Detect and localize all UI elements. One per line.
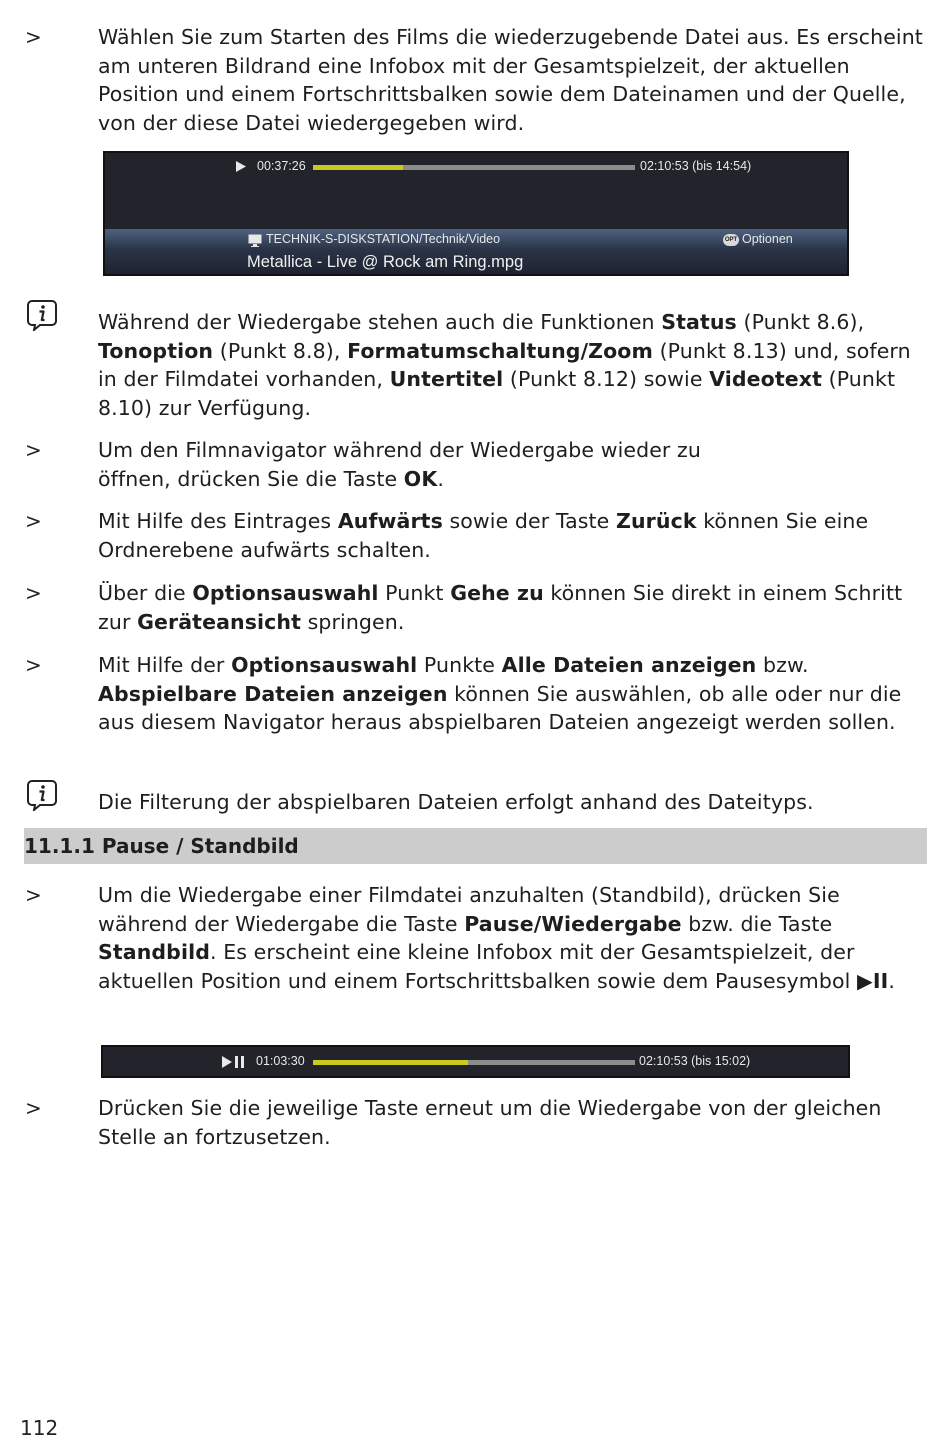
- section-heading: [24, 828, 927, 864]
- options-label: Optionen: [742, 232, 793, 246]
- paragraph-start-film: Wählen Sie zum Starten des Films die wiederzugebende Datei aus. Es erscheint am unteren Bildrand eine Infobox mit der Gesamtspielzeit, der aktuellen Position und einem Fortschrittsbalken sowie dem Dateinamen und der Quelle, von der diese Datei wiedergegeben wird.: [98, 25, 923, 135]
- note-filter: Die Filterung der abspielbaren Dateien erfolgt anhand des Dateityps.: [98, 790, 814, 814]
- note-functions: Während der Wiedergabe stehen auch die Funktionen Status (Punkt 8.6), Tonoption (Punkt 8.8), Formatumschaltung/Zoom (Punkt 8.13) und, sofern in der Filmdatei vorhanden, Untertitel (Punkt 8.12) sowie Videotext (Punkt 8.10) zur Verfügung.: [98, 310, 911, 420]
- bullet-marker: >: [25, 883, 42, 907]
- page-number: 112: [20, 1416, 59, 1440]
- info-icon: [26, 779, 58, 811]
- paragraph-folder-up: Mit Hilfe des Eintrages Aufwärts sowie der Taste Zurück können Sie eine Ordnerebene aufwärts schalten.: [98, 509, 869, 562]
- opt-badge-icon: OPT: [723, 234, 739, 246]
- section-heading-text: 11.1.1 Pause / Standbild: [24, 834, 299, 858]
- bullet-marker: >: [25, 1096, 42, 1120]
- bullet-marker: >: [25, 581, 42, 605]
- play-pause-symbol: ▶II: [857, 968, 889, 993]
- current-time: 00:37:26: [257, 159, 306, 173]
- info-icon: [26, 299, 58, 331]
- playback-infobox: [103, 151, 849, 276]
- progress-fill: [313, 165, 403, 170]
- progress-bar: [313, 165, 635, 170]
- bullet-marker: >: [25, 25, 42, 49]
- source-path: TECHNIK-S-DISKSTATION/Technik/Video: [266, 232, 501, 246]
- progress-fill: [313, 1060, 468, 1065]
- pause-infobox: [101, 1045, 850, 1078]
- play-icon: [236, 161, 246, 172]
- file-name: Metallica - Live @ Rock am Ring.mpg: [247, 253, 524, 271]
- bullet-marker: >: [25, 438, 42, 462]
- paragraph-goto: Über die Optionsauswahl Punkt Gehe zu können Sie direkt in einem Schritt zur Geräteansicht springen.: [98, 581, 903, 634]
- progress-bar: [313, 1060, 635, 1065]
- total-time: 02:10:53 (bis 14:54): [640, 159, 752, 173]
- play-pause-icon: [222, 1056, 245, 1068]
- total-time: 02:10:53 (bis 15:02): [639, 1054, 751, 1068]
- paragraph-resume: Drücken Sie die jeweilige Taste erneut um die Wiedergabe von der gleichen Stelle an fortzusetzen.: [98, 1096, 882, 1149]
- paragraph-reopen-navigator: Um den Filmnavigator während der Wiedergabe wieder zu öffnen, drücken Sie die Taste OK.: [98, 438, 702, 491]
- paragraph-file-filter: Mit Hilfe der Optionsauswahl Punkte Alle Dateien anzeigen bzw. Abspielbare Dateien anzeigen können Sie auswählen, ob alle oder nur die aus diesem Navigator heraus abspielbaren Dateien angezeigt werden sollen.: [98, 653, 902, 734]
- paragraph-pause: Um die Wiedergabe einer Filmdatei anzuhalten (Standbild), drücken Sie während der Wiedergabe die Taste Pause/Wiedergabe bzw. die Taste Standbild. Es erscheint eine kleine Infobox mit der Gesamtspielzeit, der aktuellen Position und einem Fortschrittsbalken sowie dem Pausesymbol ▶II.: [98, 883, 895, 993]
- bullet-marker: >: [25, 653, 42, 677]
- bullet-marker: >: [25, 509, 42, 533]
- current-time: 01:03:30: [256, 1054, 305, 1068]
- monitor-icon: [248, 234, 262, 247]
